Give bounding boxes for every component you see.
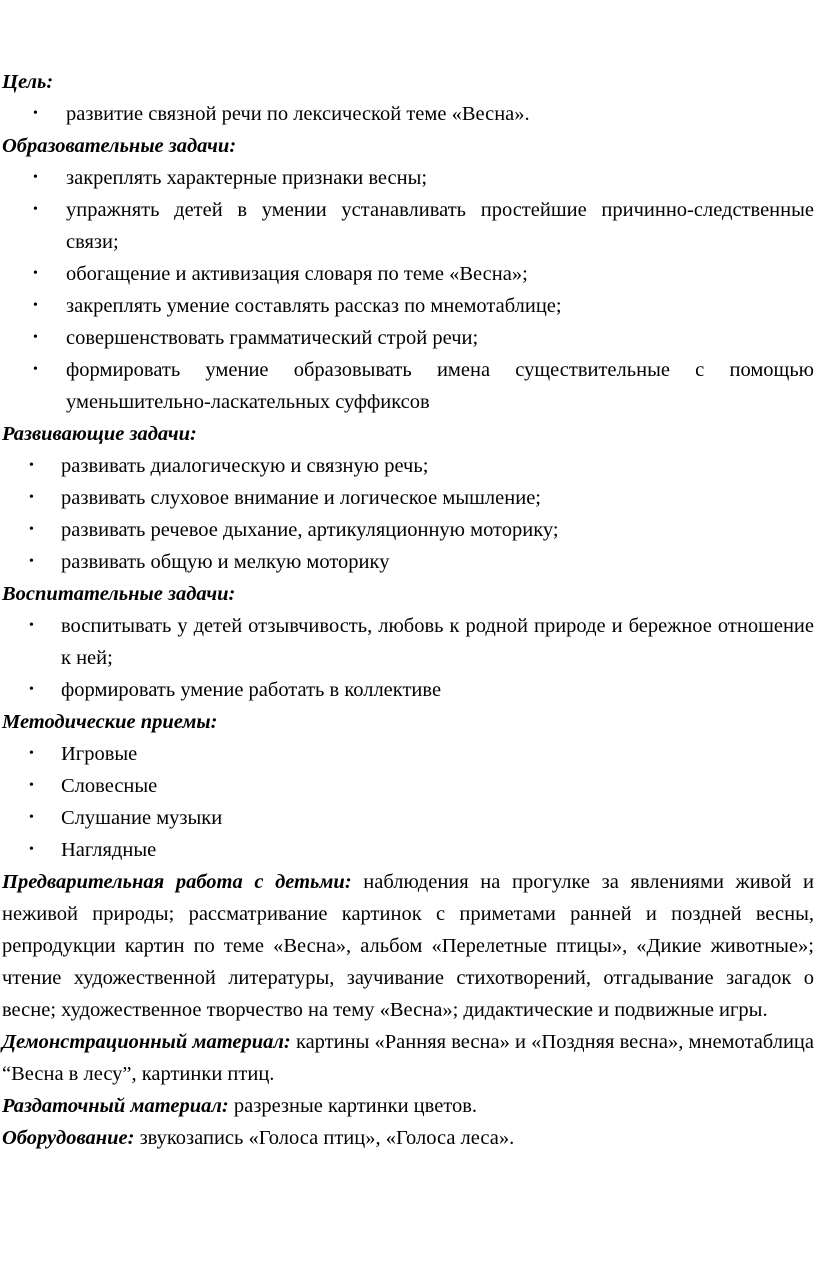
list-item: • Слушание музыки (0, 802, 816, 834)
bullet-icon: • (29, 458, 34, 473)
methods-heading: Методические приемы: (2, 711, 218, 733)
equipment-label: Оборудование: (2, 1127, 135, 1149)
demonstration-material-paragraph (0, 1026, 816, 1090)
bullet-icon: • (29, 618, 34, 633)
methods-list (0, 738, 816, 866)
handout-material-text: разрезные картинки цветов. (233, 1095, 478, 1117)
bullet-icon: • (33, 298, 38, 313)
developing-list (0, 450, 816, 578)
equipment-text: звукозапись «Голоса птиц», «Голоса леса». (139, 1127, 515, 1149)
bullet-icon: • (29, 746, 34, 761)
educational-heading: Образовательные задачи: (2, 135, 237, 157)
demonstration-material-label: Демонстрационный материал: (2, 1031, 291, 1053)
bullet-icon: • (29, 682, 34, 697)
list-item: • развивать речевое дыхание, артикуляционную моторику; (0, 514, 816, 546)
bullet-icon: • (33, 106, 38, 121)
educational-list (0, 162, 816, 418)
list-item: • совершенствовать грамматический строй речи; (0, 322, 816, 354)
bullet-icon: • (29, 810, 34, 825)
list-item: • обогащение и активизация словаря по теме «Весна»; (0, 258, 816, 290)
handout-material-label: Раздаточный материал: (2, 1095, 229, 1117)
bullet-icon: • (29, 554, 34, 569)
list-item: • развивать диалогическую и связную речь; (0, 450, 816, 482)
upbringing-list (0, 610, 816, 706)
list-item: • Игровые (0, 738, 816, 770)
bullet-icon: • (33, 170, 38, 185)
goal-list (0, 98, 816, 130)
handout-material-paragraph (0, 1090, 816, 1122)
list-item: • упражнять детей в умении устанавливать простейшие причинно-следственные связи; (0, 194, 816, 258)
list-item: • развивать слуховое внимание и логическое мышление; (0, 482, 816, 514)
bullet-icon: • (33, 202, 38, 217)
preliminary-work-paragraph (0, 866, 816, 1026)
bullet-icon: • (29, 842, 34, 857)
list-item: • закреплять характерные признаки весны; (0, 162, 816, 194)
equipment-paragraph (0, 1122, 816, 1154)
bullet-icon: • (33, 266, 38, 281)
list-item: • Словесные (0, 770, 816, 802)
upbringing-heading: Воспитательные задачи: (2, 583, 236, 605)
list-item: • развитие связной речи по лексической теме «Весна». (0, 98, 816, 130)
bullet-icon: • (29, 778, 34, 793)
list-item: • формировать умение работать в коллективе (0, 674, 816, 706)
document-page (0, 66, 816, 1154)
list-item: • воспитывать у детей отзывчивость, любовь к родной природе и бережное отношение к ней; (0, 610, 816, 674)
list-item: • развивать общую и мелкую моторику (0, 546, 816, 578)
preliminary-work-text: наблюдения на прогулке за явлениями живой и неживой природы; рассматривание картинок с приметами ранней и поздней весны, репродукции картин по теме «Весна», альбом «Перелетные птицы», «Дикие животные»; чтение художественной литературы, заучивание стихотворений, отгадывание загадок о весне; художественное творчество на тему «Весна»; дидактические и подвижные игры. (2, 871, 815, 1021)
goal-heading: Цель: (2, 71, 54, 93)
bullet-icon: • (33, 362, 38, 377)
bullet-icon: • (33, 330, 38, 345)
demonstration-material-text: картины «Ранняя весна» и «Поздняя весна», мнемотаблица “Весна в лесу”, картинки птиц. (2, 1031, 814, 1085)
bullet-icon: • (29, 490, 34, 505)
developing-heading: Развивающие задачи: (2, 423, 197, 445)
list-item: • закреплять умение составлять рассказ по мнемотаблице; (0, 290, 816, 322)
list-item: • формировать умение образовывать имена существительные с помощью уменьшительно-ласкательных суффиксов (0, 354, 816, 418)
bullet-icon: • (29, 522, 34, 537)
preliminary-work-label: Предварительная работа с детьми: (2, 871, 352, 893)
list-item: • Наглядные (0, 834, 816, 866)
